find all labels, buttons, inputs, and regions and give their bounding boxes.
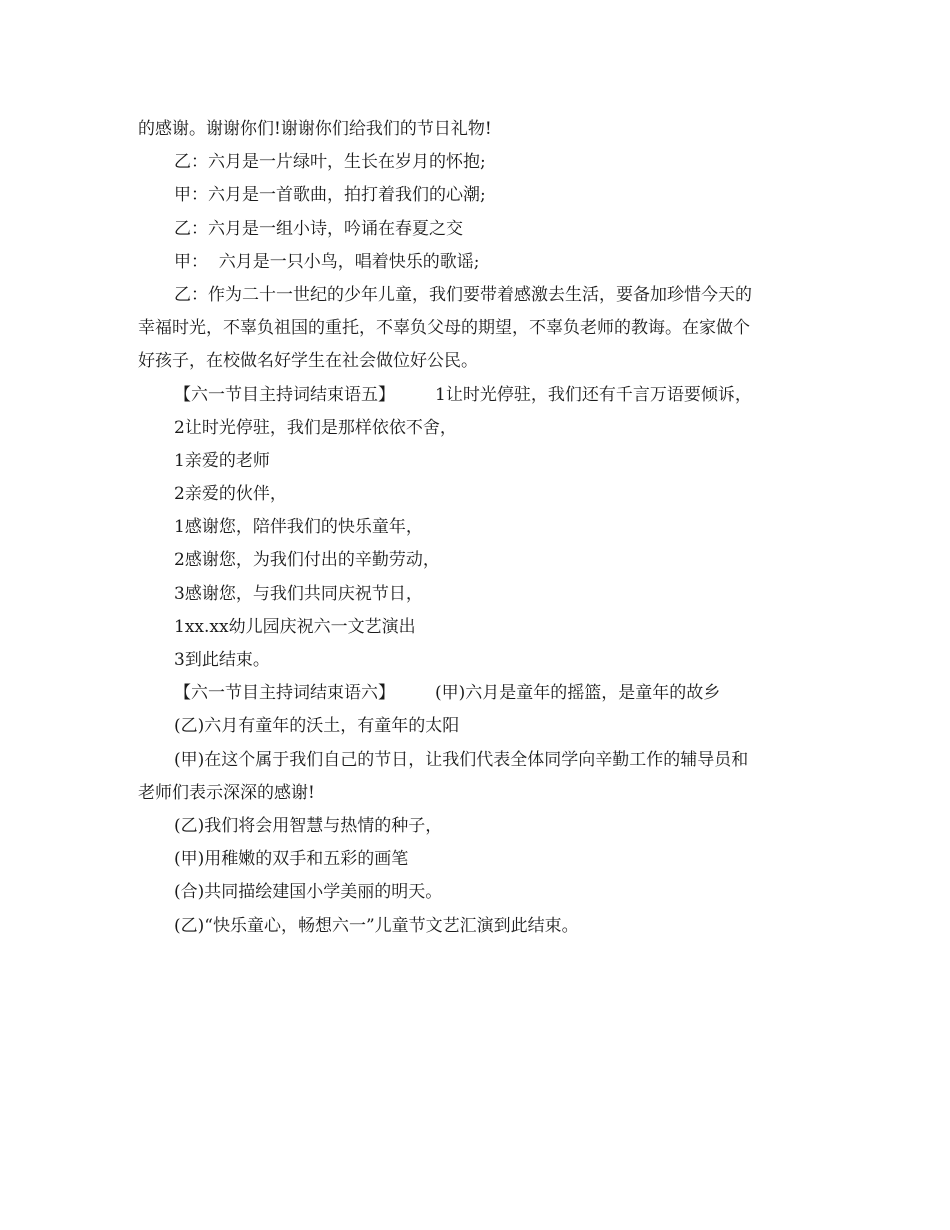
text-line: 1感谢您，陪伴我们的快乐童年， bbox=[174, 517, 423, 538]
text-line: 甲： 六月是一只小鸟，唱着快乐的歌谣; bbox=[174, 251, 480, 272]
text-line: 乙：六月是一组小诗，吟诵在春夏之交 bbox=[174, 218, 463, 239]
text-line: 乙：作为二十一世纪的少年儿童，我们要带着感激去生活，要备加珍惜今天的 bbox=[174, 284, 752, 305]
section-heading-line bbox=[138, 379, 818, 412]
text-line: 1xx.xx幼儿园庆祝六一文艺演出 bbox=[174, 616, 416, 637]
text-line: 乙：六月是一片绿叶，生长在岁月的怀抱; bbox=[174, 152, 486, 173]
text-line: 2感谢您，为我们付出的辛勤劳动， bbox=[174, 550, 440, 571]
text-line: (甲)用稚嫩的双手和五彩的画笔 bbox=[174, 849, 409, 870]
text-line: 老师们表示深深的感谢! bbox=[138, 782, 315, 803]
text-line: 好孩子，在校做名好学生在社会做位好公民。 bbox=[138, 351, 478, 372]
document-page bbox=[138, 113, 818, 943]
text-line: (乙)我们将会用智慧与热情的种子， bbox=[174, 815, 443, 836]
section-heading-six: 【六一节目主持词结束语六】 bbox=[174, 683, 395, 704]
text-line: 的感谢。谢谢你们!谢谢你们给我们的节日礼物! bbox=[138, 119, 492, 139]
text-line: 甲：六月是一首歌曲，拍打着我们的心潮; bbox=[174, 185, 486, 206]
text-line: (甲)在这个属于我们自己的节日，让我们代表全体同学向辛勤工作的辅导员和 bbox=[174, 749, 749, 770]
text-line: 2亲爱的伙伴， bbox=[174, 484, 287, 505]
section-heading-line bbox=[138, 677, 818, 710]
text-line: (乙)“快乐童心，畅想六一”儿童节文艺汇演到此结束。 bbox=[174, 915, 579, 936]
text-line: 3感谢您，与我们共同庆祝节日， bbox=[174, 583, 423, 604]
text-line: 2让时光停驻，我们是那样依依不舍， bbox=[174, 417, 457, 438]
text-span: 1让时光停驻，我们还有千言万语要倾诉， bbox=[435, 384, 752, 405]
section-heading-five: 【六一节目主持词结束语五】 bbox=[174, 384, 395, 405]
text-line: 3到此结束。 bbox=[174, 650, 270, 670]
text-span: (甲)六月是童年的摇篮，是童年的故乡 bbox=[435, 683, 721, 704]
text-line: 幸福时光，不辜负祖国的重托，不辜负父母的期望，不辜负老师的教诲。在家做个 bbox=[138, 318, 750, 339]
text-line: (乙)六月有童年的沃土，有童年的太阳 bbox=[174, 716, 460, 737]
text-line: (合)共同描绘建国小学美丽的明天。 bbox=[174, 882, 443, 903]
text-line: 1亲爱的老师 bbox=[174, 450, 270, 471]
